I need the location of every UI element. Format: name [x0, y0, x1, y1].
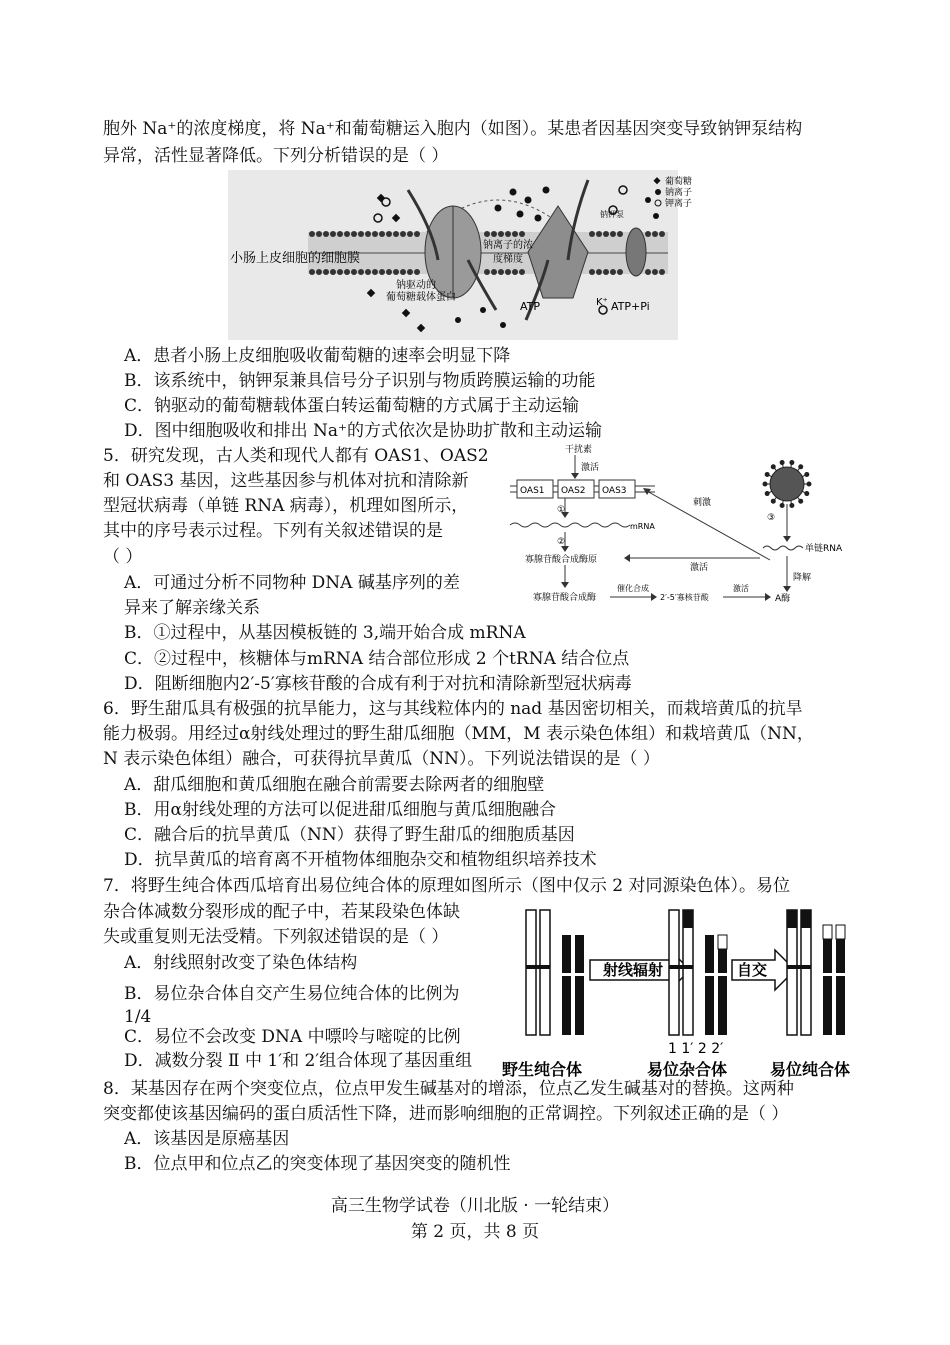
- gradient-label-2: 度梯度: [493, 254, 523, 265]
- atp-label: ATP: [520, 300, 541, 313]
- q4-membrane-figure: [228, 170, 693, 340]
- mrna-label: mRNA: [630, 522, 655, 531]
- footer-page: 第 2 页，共 8 页: [410, 1222, 540, 1242]
- q4-option-a: A．患者小肠上皮细胞吸收葡萄糖的速率会明显下降: [124, 346, 511, 366]
- homo-chromosomes: [787, 910, 845, 1035]
- atp-pi-label: ATP+Pi: [611, 300, 650, 313]
- q6-option-c: C．融合后的抗旱黄瓜（NN）获得了野生甜瓜的细胞质基因: [124, 825, 575, 845]
- ssrna-label: 单链RNA: [805, 544, 843, 554]
- q4-option-c: C．钠驱动的葡萄糖载体蛋白转运葡萄糖的方式属于主动运输: [124, 396, 580, 416]
- step1-label: ①: [557, 505, 566, 515]
- ssrna-wave: [763, 546, 803, 550]
- q7-chromosome-svg: [500, 905, 870, 1080]
- interferon-label: 干扰素: [565, 445, 593, 455]
- membrane-bilayer: [308, 232, 668, 274]
- q7-option-a: A．射线照射改变了染色体结构: [124, 953, 358, 973]
- q5-oas-figure: [505, 440, 865, 610]
- carrier-label-1: 钠驱动的: [396, 280, 436, 291]
- legend-glucose: 葡萄糖: [665, 177, 693, 187]
- mrna-wave: [510, 523, 630, 527]
- q6-option-d: D．抗旱黄瓜的培育离不开植物体细胞杂交和植物组织培养技术: [124, 850, 597, 870]
- q7-stem-line1: 7．将野生纯合体西瓜培育出易位纯合体的原理如图所示（图中仅示 2 对同源染色体）。易位: [103, 876, 790, 896]
- q7-option-b-line1: B．易位杂合体自交产生易位纯合体的比例为: [124, 984, 460, 1004]
- footer-title: 高三生物学试卷（川北版 · 一轮结束）: [330, 1196, 620, 1216]
- carrier-label-2: 葡萄糖载体蛋白: [386, 292, 456, 303]
- virus-icon: [770, 467, 804, 501]
- activate-label-2: 激活: [690, 563, 709, 573]
- q5-stem-line3: 型冠状病毒（单链 RNA 病毒），机理如图所示，: [103, 496, 469, 516]
- q7-option-b-line2: 1/4: [124, 1007, 152, 1027]
- catalyze-label: 催化合成: [617, 584, 649, 593]
- q4-membrane-svg: [228, 170, 693, 340]
- gene-oas1-label: OAS1: [520, 486, 545, 496]
- q8-option-a: A．该基因是原癌基因: [124, 1129, 290, 1149]
- q5-oas-svg: [505, 440, 865, 610]
- step2-label: ②: [557, 537, 566, 547]
- q7-stem-line2: 杂合体减数分裂形成的配子中，若某段染色体缺: [103, 902, 460, 922]
- selfing-arrow-label: 自交: [737, 961, 768, 979]
- enzyme-precursor-label: 寡腺苷酸合成酶原: [525, 555, 598, 565]
- q5-stem-line4: 其中的序号表示过程。下列有关叙述错误的是: [103, 521, 443, 541]
- q6-option-b: B．用α射线处理的方法可以促进甜瓜细胞与黄瓜细胞融合: [124, 800, 556, 820]
- pump-label: 钠钾泵: [600, 210, 624, 219]
- label-wild: 野生纯合体: [502, 1060, 583, 1079]
- label-homo: 易位纯合体: [770, 1060, 851, 1079]
- activate-label-1: 激活: [581, 463, 600, 473]
- gene-oas3-label: OAS3: [602, 486, 627, 496]
- hetero-chromosomes: [669, 910, 727, 1035]
- q5-option-a-line1: A．可通过分析不同物种 DNA 碱基序列的差: [124, 573, 460, 593]
- q8-option-b: B．位点甲和位点乙的突变体现了基因突变的随机性: [124, 1154, 511, 1174]
- q5-option-a-line2: 异来了解亲缘关系: [124, 598, 260, 618]
- q7-stem-line3: 失或重复则无法受精。下列叙述错误的是（ ）: [103, 927, 449, 947]
- membrane-label: 小肠上皮细胞的细胞膜: [230, 251, 361, 266]
- pump-receptor: [626, 228, 646, 276]
- wild-chromosomes: [526, 910, 584, 1035]
- step3-label: ③: [767, 513, 776, 523]
- q5-stem-line2: 和 OAS3 基因，这些基因参与机体对抗和清除新: [103, 471, 469, 491]
- q5-option-c: C．②过程中，核糖体与mRNA 结合部位形成 2 个tRNA 结合位点: [124, 649, 630, 669]
- k-label: K⁺: [596, 297, 608, 308]
- q8-stem-line1: 8．某基因存在两个突变位点，位点甲发生碱基对的增添，位点乙发生碱基对的替换。这两种: [103, 1079, 794, 1099]
- gradient-label-1: 钠离子的浓: [483, 240, 533, 251]
- q4-stem-line1: 胞外 Na⁺的浓度梯度，将 Na⁺和葡萄糖运入胞内（如图）。某患者因基因突变导致钠钾泵结构: [103, 119, 803, 139]
- q6-stem-line1: 6．野生甜瓜具有极强的抗旱能力，这与其线粒体内的 nad 基因密切相关，而栽培黄瓜的抗旱: [103, 699, 803, 719]
- q4-option-b: B．该系统中，钠钾泵兼具信号分子识别与物质跨膜运输的功能: [124, 371, 596, 391]
- gene-oas2-label: OAS2: [561, 486, 586, 496]
- enzyme-label: 寡腺苷酸合成酶: [533, 593, 597, 603]
- stimulate-label: 刺激: [693, 498, 712, 508]
- q8-stem-line2: 突变都使该基因编码的蛋白质活性下降，进而影响细胞的正常调控。下列叙述正确的是（ ）: [103, 1104, 789, 1124]
- q5-stem-line5: （ ）: [103, 547, 143, 567]
- q5-option-b: B．①过程中，从基因模板链的 3,端开始合成 mRNA: [124, 623, 526, 643]
- activate-label-3: 激活: [733, 584, 749, 593]
- q4-stem-line2: 异常，活性显著降低。下列分析错误的是（ ）: [103, 146, 449, 166]
- legend-sodium: 钠离子: [665, 188, 693, 198]
- q7-option-c: C．易位不会改变 DNA 中嘌呤与嘧啶的比例: [124, 1027, 461, 1047]
- label-hetero: 易位杂合体: [647, 1060, 728, 1079]
- radiation-arrow-label: 射线辐射: [603, 961, 664, 979]
- degrade-label: 降解: [793, 573, 812, 583]
- q6-stem-line3: N 表示染色体组）融合，可获得抗旱黄瓜（NN）。下列说法错误的是（ ）: [103, 749, 660, 769]
- q4-option-d: D．图中细胞吸收和排出 Na⁺的方式依次是协助扩散和主动运输: [124, 421, 603, 441]
- q6-stem-line2: 能力极弱。用经过α射线处理过的野生甜瓜细胞（MM，M 表示染色体组）和栽培黄瓜（NN，: [103, 724, 814, 744]
- a-enzyme-label: A酶: [775, 594, 791, 604]
- q6-option-a: A．甜瓜细胞和黄瓜细胞在融合前需要去除两者的细胞壁: [124, 775, 545, 795]
- q5-option-d: D．阻断细胞内2′-5′寡核苷酸的合成有利于对抗和清除新型冠状病毒: [124, 674, 632, 694]
- q7-option-d: D．减数分裂 Ⅱ 中 1′和 2′组合体现了基因重组: [124, 1051, 473, 1071]
- oligo-label: 2′-5′寡核苷酸: [660, 593, 709, 602]
- chromosome-marks: 1 1′ 2 2′: [668, 1041, 724, 1057]
- q5-stem-line1: 5．研究发现，古人类和现代人都有 OAS1、OAS2: [103, 446, 489, 466]
- q7-chromosome-figure: [500, 905, 870, 1080]
- legend-potassium: 钾离子: [665, 199, 693, 209]
